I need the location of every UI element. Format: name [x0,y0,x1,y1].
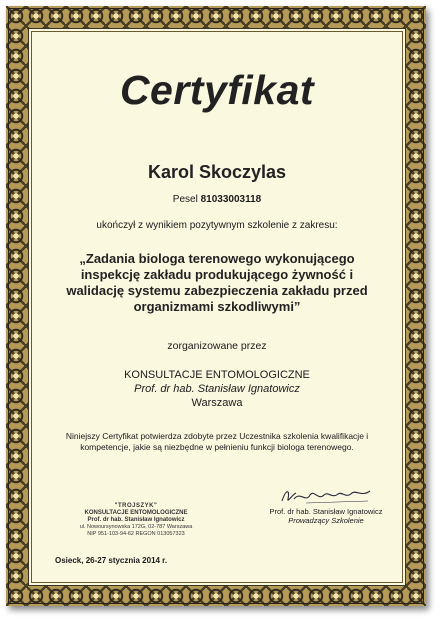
organizer-block [29,368,405,410]
course-line: „Zadania biologa terenowego wykonującego [79,251,355,266]
certificate-paper [28,28,406,586]
course-line: inspekcję zakładu produkującego żywność i [80,267,354,282]
course-title [43,251,391,315]
organizer-name: KONSULTACJE ENTOMOLOGICZNE [124,369,310,381]
issue-date: Osieck, 26-27 stycznia 2014 r. [55,556,168,565]
stamp-line: NIP 951-103-94-62 REGON 013057323 [87,531,185,537]
certificate-title: Certyfikat [119,67,315,113]
organizer-city: Warszawa [191,397,243,409]
course-line: walidację systemu zabezpieczenia zakładu przed [66,283,368,298]
company-stamp [61,503,211,538]
pesel-line [29,194,405,205]
signatory-name: Prof. dr hab. Stanisław Ignatowicz [269,507,383,516]
course-line: organizmami szkodliwymi” [133,299,301,314]
stamp-line: ul. Nowoursynowska 172G, 02-787 Warszawa [79,524,193,530]
pesel-value: 81033003118 [200,194,262,205]
recipient-name: Karol Skoczylas [147,162,287,182]
certificate-frame [6,6,426,606]
stamp-line: "TROJSZYK" [114,503,158,509]
signatory-role: Prowadzący Szkolenie [288,516,364,525]
signature-block [251,485,401,525]
certificate-statement: Niniejszy Certyfikat potwierdza zdobyte przez Uczestnika szkolenia kwalifikacje i kompetencje, jakie są niezbędne w pełnieniu funkcji biologa terenowego. [65,431,369,452]
organized-by-text: zorganizowane przez [167,340,267,352]
stamp-line: Prof. dr hab. Stanisław Ignatowicz [87,517,185,523]
pesel-label: Pesel [172,194,198,205]
handwritten-signature [276,485,376,507]
organizer-prof: Prof. dr hab. Stanisław Ignatowicz [134,383,300,395]
stamp-line: KONSULTACJE ENTOMOLOGICZNE [84,510,188,516]
completed-text: ukończył z wynikiem pozytywnym szkolenie z zakresu: [96,220,338,231]
